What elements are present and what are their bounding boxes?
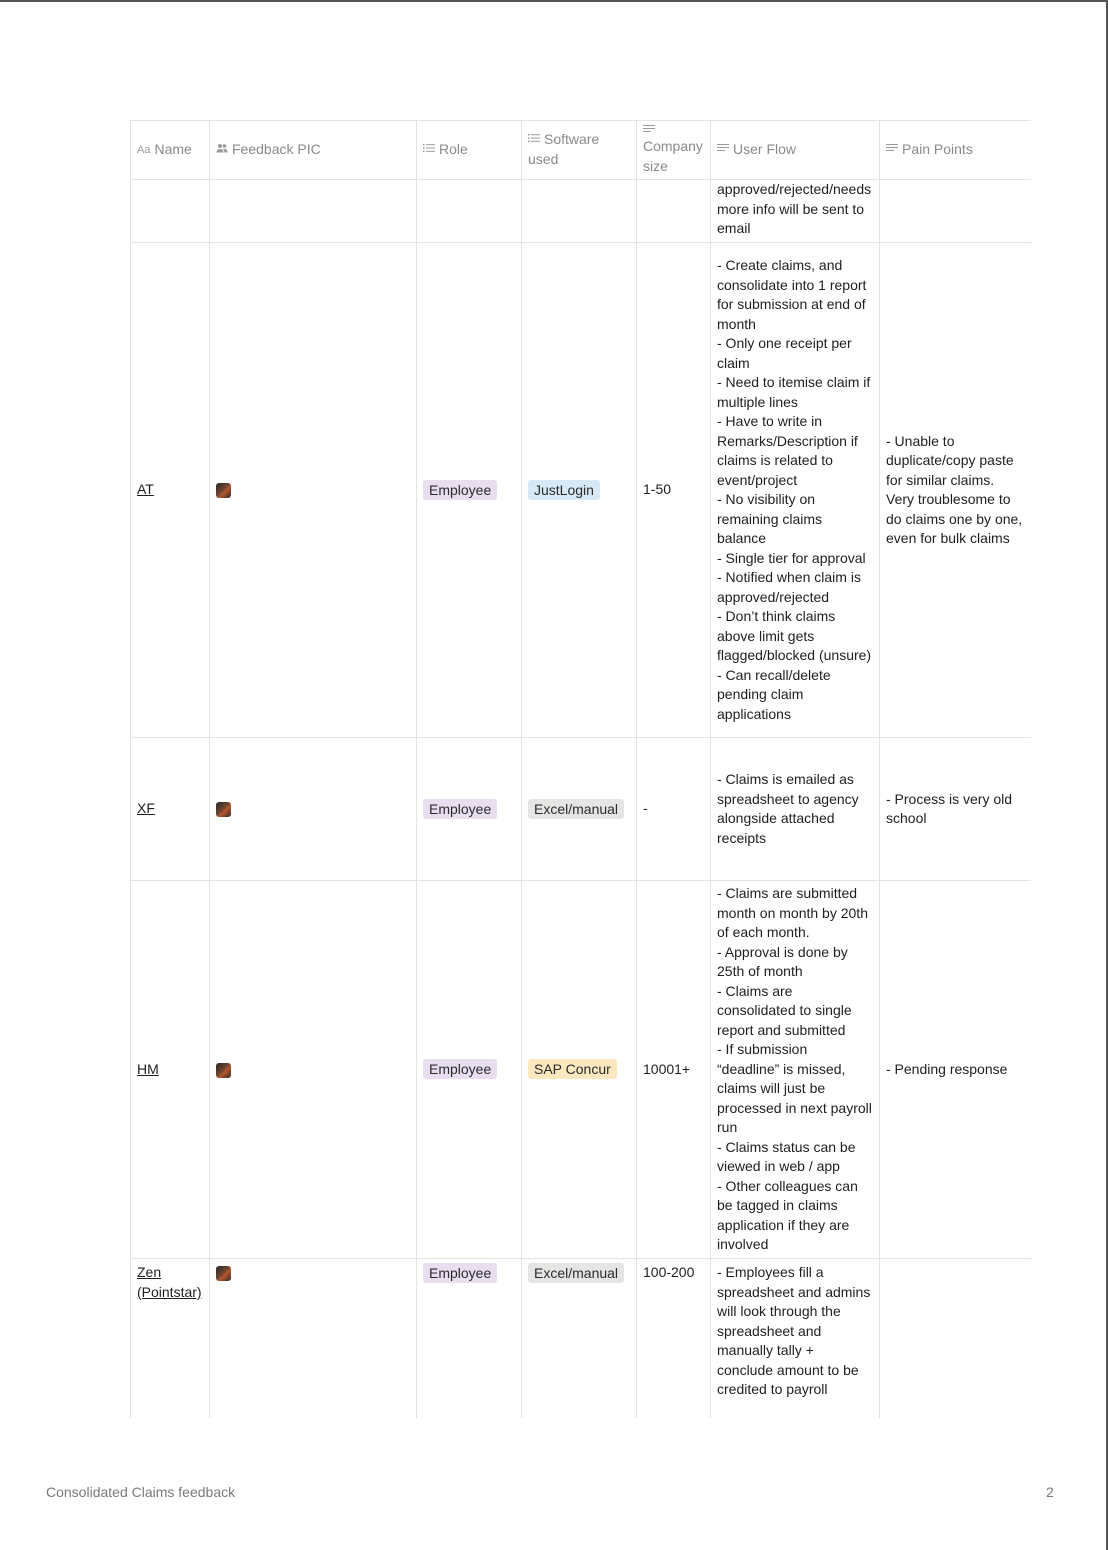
cell-name[interactable] — [131, 738, 210, 881]
column-header-name[interactable] — [131, 121, 210, 180]
column-header-label: Company size — [643, 138, 703, 174]
avatar — [216, 1063, 231, 1078]
cell-role[interactable] — [417, 881, 522, 1259]
footer-page-number: 2 — [1046, 1484, 1054, 1500]
row-name-link[interactable]: Zen (Pointstar) — [137, 1264, 202, 1300]
table-row — [131, 738, 1031, 881]
role-tag: Employee — [423, 480, 497, 500]
column-header-label: Pain Points — [902, 140, 973, 157]
cell-pain-points[interactable] — [880, 180, 1031, 243]
column-header-role[interactable] — [417, 121, 522, 180]
text-type-icon: Aa — [137, 143, 151, 156]
cell-feedback-pic[interactable] — [210, 1259, 417, 1419]
avatar — [216, 1266, 231, 1281]
people-icon — [216, 141, 228, 161]
cell-user-flow[interactable]: - Employees fill a spreadsheet and admins will look through the spreadsheet and manually tally + conclude amount to be credited to payroll — [711, 1259, 880, 1419]
column-header-feedback-pic[interactable] — [210, 121, 417, 180]
cell-role[interactable] — [417, 180, 522, 243]
row-name-link[interactable]: AT — [137, 481, 154, 498]
cell-user-flow[interactable]: approved/rejected/needs more info will be sent to email — [711, 180, 880, 243]
role-tag: Employee — [423, 1263, 497, 1283]
feedback-table-container — [130, 120, 1023, 1422]
page-edge-top — [0, 0, 1108, 2]
cell-feedback-pic[interactable] — [210, 180, 417, 243]
cell-role[interactable] — [417, 738, 522, 881]
cell-feedback-pic[interactable] — [210, 881, 417, 1259]
table-row-continued — [131, 180, 1031, 243]
cell-role[interactable] — [417, 243, 522, 738]
cell-software[interactable] — [522, 881, 637, 1259]
list-icon — [423, 141, 435, 161]
cell-company-size[interactable]: 10001+ — [637, 881, 711, 1259]
text-lines-icon — [643, 124, 704, 137]
cell-feedback-pic[interactable] — [210, 243, 417, 738]
row-name-link[interactable]: XF — [137, 800, 155, 817]
text-lines-icon — [886, 141, 898, 161]
column-header-company-size[interactable] — [637, 121, 711, 180]
column-header-pain-points[interactable] — [880, 121, 1031, 180]
column-header-label: Software used — [528, 131, 600, 168]
column-header-label: Name — [154, 140, 192, 157]
cell-name[interactable] — [131, 881, 210, 1259]
cell-company-size[interactable]: 100-200 — [637, 1259, 711, 1419]
cell-software[interactable] — [522, 1259, 637, 1419]
cell-pain-points[interactable]: - Process is very old school — [880, 738, 1031, 881]
cell-pain-points[interactable]: - Unable to duplicate/copy paste for similar claims. Very troublesome to do claims one by one, even for bulk claims — [880, 243, 1031, 738]
cell-software[interactable] — [522, 738, 637, 881]
table-row — [131, 243, 1031, 738]
cell-company-size[interactable] — [637, 180, 711, 243]
software-tag: Excel/manual — [528, 799, 624, 819]
table-header-row — [131, 121, 1031, 180]
column-header-label: Role — [439, 140, 468, 157]
software-tag: JustLogin — [528, 480, 600, 500]
cell-user-flow[interactable]: - Claims are submitted month on month by 20th of each month. - Approval is done by 25th of month - Claims are consolidated to single report and submitted - If submission “deadline” is missed, claims will just be processed in next payroll run - Claims status can be viewed in web / app - Other colleagues can be tagged in claims application if they are involved — [711, 881, 880, 1259]
cell-pain-points[interactable] — [880, 1259, 1031, 1419]
software-tag: Excel/manual — [528, 1263, 624, 1283]
list-icon — [528, 131, 540, 151]
role-tag: Employee — [423, 799, 497, 819]
avatar — [216, 802, 231, 817]
column-header-user-flow[interactable] — [711, 121, 880, 180]
cell-name[interactable] — [131, 180, 210, 243]
column-header-software[interactable] — [522, 121, 637, 180]
cell-user-flow[interactable]: - Claims is emailed as spreadsheet to agency alongside attached receipts — [711, 738, 880, 881]
text-lines-icon — [717, 141, 729, 161]
cell-feedback-pic[interactable] — [210, 738, 417, 881]
software-tag: SAP Concur — [528, 1059, 617, 1079]
table-row — [131, 1259, 1031, 1419]
cell-pain-points[interactable]: - Pending response — [880, 881, 1031, 1259]
cell-user-flow[interactable]: - Create claims, and consolidate into 1 report for submission at end of month - Only one receipt per claim - Need to itemise claim if multiple lines - Have to write in Remarks/Description if claims is related to event/project - No visibility on remaining claims balance - Single tier for approval - Notified when claim is approved/rejected - Don’t think claims above limit gets flagged/blocked (unsure) - Can recall/delete pending claim applications — [711, 243, 880, 738]
role-tag: Employee — [423, 1059, 497, 1079]
cell-name[interactable] — [131, 1259, 210, 1419]
cell-name[interactable] — [131, 243, 210, 738]
cell-role[interactable] — [417, 1259, 522, 1419]
cell-software[interactable] — [522, 243, 637, 738]
column-header-label: Feedback PIC — [232, 140, 321, 157]
footer-document-title: Consolidated Claims feedback — [46, 1484, 236, 1500]
avatar — [216, 483, 231, 498]
column-header-label: User Flow — [733, 140, 797, 157]
feedback-table — [130, 120, 1031, 1418]
cell-company-size[interactable]: 1-50 — [637, 243, 711, 738]
table-row — [131, 881, 1031, 1259]
row-name-link[interactable]: HM — [137, 1060, 159, 1077]
cell-company-size[interactable]: - — [637, 738, 711, 881]
cell-software[interactable] — [522, 180, 637, 243]
